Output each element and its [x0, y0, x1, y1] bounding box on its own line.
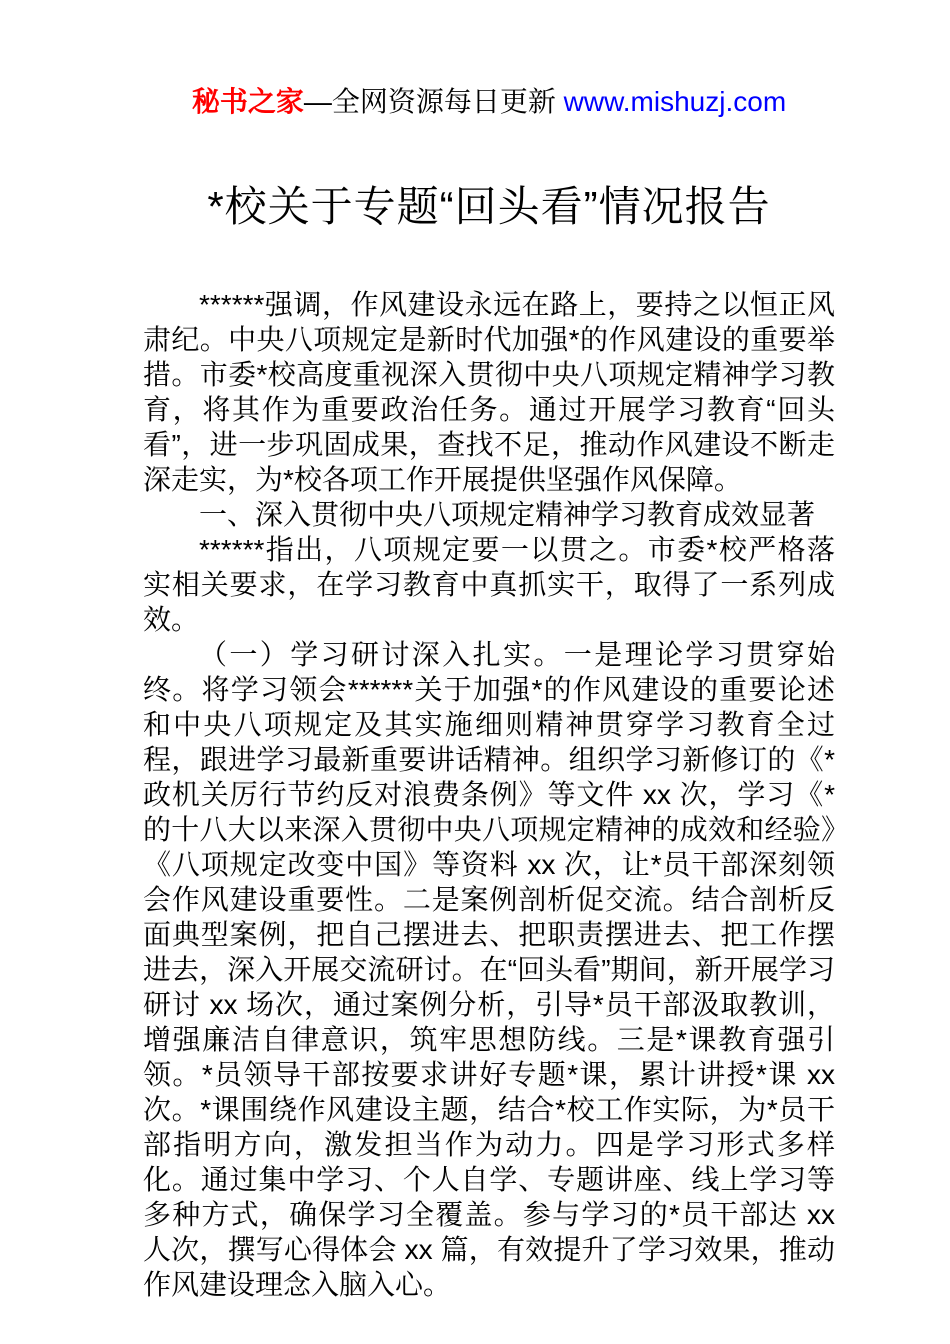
section-heading: 一、深入贯彻中央八项规定精神学习教育成效显著 [199, 499, 816, 530]
site-name: 秘书之家 [191, 86, 304, 117]
site-url[interactable]: www.mishuzj.com [563, 86, 787, 117]
document-title: *校关于专题“回头看”情况报告 [207, 183, 771, 230]
site-tagline: —全网资源每日更新 [303, 86, 564, 117]
document-body [143, 287, 835, 1302]
body-paragraph: ******强调，作风建设永远在路上，要持之以恒正风肃纪。中央八项规定是新时代加强*的作风建设的重要举措。市委*校高度重视深入贯彻中央八项规定精神学习教育，将其作为重要政治任务。通过开展学习教育“回头看”，进一步巩固成果，查找不足，推动作风建设不断走深走实，为*校各项工作开展提供坚强作风保障。 [143, 289, 835, 495]
body-paragraph: ******指出，八项规定要一以贯之。市委*校严格落实相关要求，在学习教育中真抓实干，取得了一系列成效。 [143, 534, 835, 635]
body-paragraph: （一）学习研讨深入扎实。一是理论学习贯穿始终。将学习领会******关于加强*的作风建设的重要论述和中央八项规定及其实施细则精神贯穿学习教育全过程，跟进学习最新重要讲话精神。组织学习新修订的《*政机关厉行节约反对浪费条例》等文件 xx 次，学习《*的十八大以来深入贯彻中央八项规定精神的成效和经验》《八项规定改变中国》等资料 xx 次，让*员干部深刻领会作风建设重要性。二是案例剖析促交流。结合剖析反面典型案例，把自己摆进去、把职责摆进去、把工作摆进去，深入开展交流研讨。在“回头看”期间，新开展学习研讨 xx 场次，通过案例分析，引导*员干部汲取教训，增强廉洁自律意识，筑牢思想防线。三是*课教育强引领。*员领导干部按要求讲好专题*课，累计讲授*课 xx 次。*课围绕作风建设主题，结合*校工作实际，为*员干部指明方向，激发担当作为动力。四是学习形式多样化。通过集中学习、个人自学、专题讲座、线上学习等多种方式，确保学习全覆盖。参与学习的*员干部达 xx 人次，撰写心得体会 xx 篇，有效提升了学习效果，推动作风建设理念入脑入心。 [143, 639, 835, 1300]
site-header [143, 84, 835, 120]
